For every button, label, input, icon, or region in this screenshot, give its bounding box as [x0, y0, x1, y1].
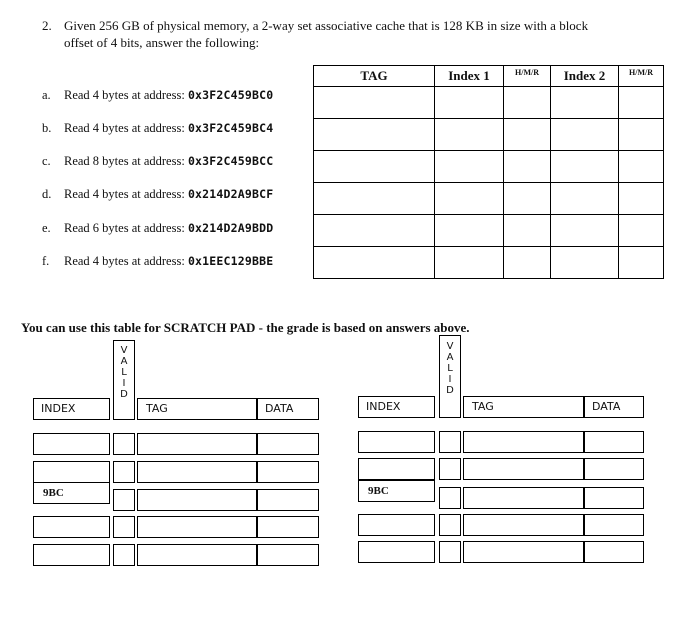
item-address: 0x3F2C459BC0 [187, 88, 274, 102]
data-cell[interactable] [584, 514, 644, 536]
data-label: DATA [592, 400, 621, 413]
answer-cell[interactable] [314, 87, 435, 119]
answer-cell[interactable] [504, 87, 551, 119]
item-text: Read 8 bytes at address: [64, 154, 185, 168]
header-hmr1: H/M/R [504, 66, 551, 87]
item-address: 0x1EEC129BBE [187, 254, 274, 268]
data-cell[interactable] [584, 431, 644, 453]
answer-cell[interactable] [551, 87, 619, 119]
index-cell[interactable] [33, 516, 110, 538]
answer-cell[interactable] [619, 247, 664, 279]
answer-cell[interactable] [619, 215, 664, 247]
data-cell[interactable] [257, 433, 319, 455]
answer-cell[interactable] [504, 215, 551, 247]
item-text: Read 4 bytes at address: [64, 121, 185, 135]
index-cell-9bc[interactable] [358, 480, 435, 502]
answer-row-d [314, 183, 664, 215]
valid-letter: I [122, 378, 126, 389]
tag-cell[interactable] [463, 514, 584, 536]
tag-cell[interactable] [137, 433, 257, 455]
valid-letter: V [446, 341, 454, 352]
valid-letter: I [448, 374, 452, 385]
answer-table [313, 65, 664, 279]
valid-cell[interactable] [439, 458, 461, 480]
valid-cell[interactable] [439, 431, 461, 453]
item-text: Read 4 bytes at address: [64, 88, 185, 102]
valid-cell[interactable] [113, 461, 135, 483]
data-label: DATA [265, 402, 294, 415]
data-cell[interactable] [257, 516, 319, 538]
answer-cell[interactable] [504, 247, 551, 279]
valid-cell[interactable] [113, 544, 135, 566]
data-cell[interactable] [584, 487, 644, 509]
header-index1: Index 1 [435, 66, 504, 87]
item-address: 0x214D2A9BCF [187, 187, 274, 201]
answer-row-c [314, 151, 664, 183]
answer-cell[interactable] [435, 215, 504, 247]
tag-cell[interactable] [463, 458, 584, 480]
item-b [42, 121, 273, 136]
question-text-line2: offset of 4 bits, answer the following: [64, 35, 260, 50]
data-cell[interactable] [257, 489, 319, 511]
item-f [42, 254, 273, 269]
data-cell[interactable] [257, 544, 319, 566]
answer-cell[interactable] [435, 87, 504, 119]
valid-cell[interactable] [439, 514, 461, 536]
answer-row-b [314, 119, 664, 151]
header-hmr2: H/M/R [619, 66, 664, 87]
valid-cell[interactable] [439, 487, 461, 509]
valid-cell[interactable] [439, 541, 461, 563]
scratch-header-index [358, 396, 435, 418]
answer-cell[interactable] [435, 183, 504, 215]
item-e [42, 221, 273, 236]
item-address: 0x214D2A9BDD [187, 221, 274, 235]
item-address: 0x3F2C459BC4 [187, 121, 274, 135]
index-cell-9bc[interactable] [33, 482, 110, 504]
index-cell[interactable] [358, 458, 435, 480]
item-a [42, 88, 273, 103]
valid-letter: L [121, 367, 127, 378]
scratch-pad-title: You can use this table for SCRATCH PAD - the grade is based on answers above. [21, 320, 470, 335]
valid-letter: D [120, 389, 128, 400]
answer-row-a [314, 87, 664, 119]
item-d [42, 187, 273, 202]
answer-cell[interactable] [619, 119, 664, 151]
valid-letter: D [446, 385, 454, 396]
index-cell[interactable] [33, 461, 110, 483]
answer-cell[interactable] [619, 183, 664, 215]
item-letter: c. [42, 154, 51, 168]
answer-header-row [314, 66, 664, 87]
answer-cell[interactable] [551, 151, 619, 183]
scratch-header-tag [463, 396, 584, 418]
item-text: Read 4 bytes at address: [64, 254, 185, 268]
valid-cell[interactable] [113, 433, 135, 455]
tag-cell[interactable] [137, 489, 257, 511]
scratch-header-data [257, 398, 319, 420]
question-text-line1: Given 256 GB of physical memory, a 2-way set associative cache that is 128 KB in size with a block [64, 18, 589, 33]
answer-cell[interactable] [314, 151, 435, 183]
data-cell[interactable] [584, 541, 644, 563]
answer-cell[interactable] [314, 183, 435, 215]
valid-cell[interactable] [113, 489, 135, 511]
tag-label: TAG [472, 400, 494, 413]
valid-letter: A [120, 356, 128, 367]
valid-letter: L [447, 363, 453, 374]
tag-label: TAG [146, 402, 168, 415]
item-c [42, 154, 273, 169]
item-letter: f. [42, 254, 50, 268]
scratch-header-data [584, 396, 644, 418]
valid-header [113, 340, 135, 420]
index-label: INDEX [366, 400, 401, 413]
item-letter: e. [42, 221, 51, 235]
answer-row-f [314, 247, 664, 279]
answer-cell[interactable] [551, 183, 619, 215]
tag-cell[interactable] [463, 541, 584, 563]
answer-cell[interactable] [435, 119, 504, 151]
tag-cell[interactable] [137, 461, 257, 483]
answer-cell[interactable] [551, 119, 619, 151]
index-value: 9BC [43, 487, 64, 499]
item-letter: d. [42, 187, 52, 201]
valid-cell[interactable] [113, 516, 135, 538]
answer-cell[interactable] [435, 151, 504, 183]
scratch-header-tag [137, 398, 257, 420]
answer-cell[interactable] [551, 247, 619, 279]
item-address: 0x3F2C459BCC [187, 154, 274, 168]
answer-row-e [314, 215, 664, 247]
answer-cell[interactable] [314, 247, 435, 279]
index-value: 9BC [368, 485, 389, 497]
answer-cell[interactable] [619, 151, 664, 183]
index-cell[interactable] [358, 541, 435, 563]
index-cell[interactable] [358, 514, 435, 536]
index-cell[interactable] [33, 544, 110, 566]
header-index2: Index 2 [551, 66, 619, 87]
tag-cell[interactable] [137, 516, 257, 538]
scratch-header-index [33, 398, 110, 420]
header-tag: TAG [314, 66, 435, 87]
answer-cell[interactable] [504, 151, 551, 183]
tag-cell[interactable] [463, 431, 584, 453]
answer-cell[interactable] [435, 247, 504, 279]
item-text: Read 6 bytes at address: [64, 221, 185, 235]
question-number: 2. [42, 18, 52, 33]
answer-cell[interactable] [619, 87, 664, 119]
valid-letter: V [120, 345, 128, 356]
data-cell[interactable] [584, 458, 644, 480]
answer-cell[interactable] [504, 183, 551, 215]
index-cell[interactable] [358, 431, 435, 453]
valid-letter: A [446, 352, 454, 363]
tag-cell[interactable] [463, 487, 584, 509]
item-letter: b. [42, 121, 52, 135]
answer-cell[interactable] [314, 119, 435, 151]
item-letter: a. [42, 88, 51, 102]
answer-cell[interactable] [314, 215, 435, 247]
index-cell[interactable] [33, 433, 110, 455]
answer-cell[interactable] [551, 215, 619, 247]
answer-cell[interactable] [504, 119, 551, 151]
valid-header [439, 335, 461, 418]
index-label: INDEX [41, 402, 76, 415]
tag-cell[interactable] [137, 544, 257, 566]
item-text: Read 4 bytes at address: [64, 187, 185, 201]
data-cell[interactable] [257, 461, 319, 483]
